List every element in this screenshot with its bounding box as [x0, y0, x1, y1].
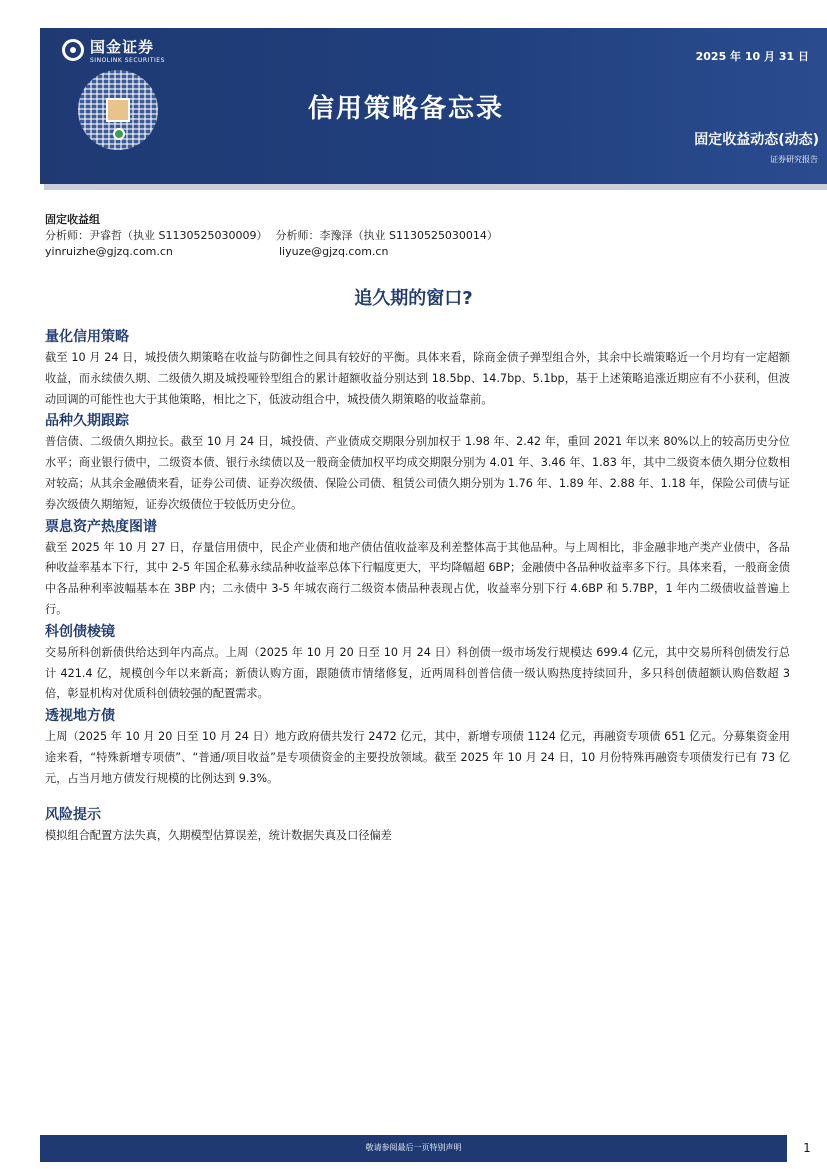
email-row [45, 244, 498, 260]
header-shadow [44, 184, 827, 190]
page-footer [40, 1135, 787, 1162]
analyst-2: 分析师：李豫泽（执业 S1130525030014） [275, 229, 498, 242]
section-body: 交易所科创新债供给达到年内高点。上周（2025 年 10 月 20 日至 10 月 24 日）科创债一级市场发行规模达 699.4 亿元，其中交易所科创债发行总计 421.4 亿，规模创今年以来新高；新债认购方面，跟随债市情绪修复，近两周科创普信债一级认购热度持续回升，多只科创债超额认购倍数超 3 倍，彰显机构对优质科创债较强的配置需求。 [45, 645, 790, 701]
report-title: 信用策略备忘录 [308, 94, 505, 124]
section-title: 量化信用策略 [45, 329, 129, 345]
section-title: 票息资产热度图谱 [45, 518, 157, 535]
section-duration-tracking [45, 410, 790, 515]
section-tech-bonds [45, 621, 790, 705]
section-title: 品种久期跟踪 [45, 413, 129, 430]
report-subcategory: 证券研究报告 [770, 155, 818, 164]
section-title: 透视地方债 [45, 708, 115, 725]
analyst-1-email[interactable]: yinruizhe@gjzq.com.cn [45, 245, 173, 258]
section-title: 科创债棱镜 [45, 623, 115, 640]
section-body: 截至 10 月 24 日，城投债久期策略在收益与防御性之间具有较好的平衡。具体来看，除商金债子弹型组合外，其余中长端策略近一个月均有一定超额收益，而永续债久期、二级债久期及城投哑铃型组合的累计超额收益分别达到 18.5bp、14.7bp、5.1bp，基于上述策略追涨近期应有不小获利，但波动回调的可能性也大于其他策略，相比之下，低波动组合中，城投债久期策略的收益靠前。 [45, 351, 790, 406]
section-risk [45, 804, 790, 847]
analyst-2-email[interactable]: liyuze@gjzq.com.cn [279, 245, 389, 258]
section-body: 普信债、二级债久期拉长。截至 10 月 24 日，城投债、产业债成交期限分别加权于 1.98 年、2.42 年，重回 2021 年以来 80%以上的较高历史分位水平；商业银行债中，二级资本债、银行永续债以及一般商金债加权平均成交期限分别为 4.01 年、3.46 年、1.83 年，其中二级资本债久期分位数相对较高；从其余金融债来看，证券公司债、证券次级债、保险公司债、租赁公司债久期分别为 1.76 年、1.89 年、2.88 年、1.18 年，保险公司债与证券次级债久期缩短，证券次级债位于较低历史分位。 [45, 435, 790, 511]
risk-body: 模拟组合配置方法失真，久期模型估算误差，统计数据失真及口径偏差 [45, 828, 392, 842]
section-body: 截至 2025 年 10 月 27 日，存量信用债中，民企产业债和地产债估值收益率及利差整体高于其他品种。与上周相比，非金融非地产类产业债中，各品种收益率基本下行，其中 2-5 年国企私募永续品种收益率总体下行幅度更大，平均降幅超 6BP；金融债中各品种收益率多下行。具体来看，一般商金债中各品种利率波幅基本在 3BP 内；二永债中 3-5 年城农商行二级资本债品种表现占优，收益率分别下行 4.6BP 和 5.7BP，1 年内二级债收益普遍上行。 [45, 540, 790, 616]
report-date: 2025 年 10 月 31 日 [695, 50, 809, 63]
report-headline: 追久期的窗口? [354, 288, 473, 309]
page-number: 1 [803, 1141, 811, 1155]
disclaimer-notice: 敬请参阅最后一页特别声明 [365, 1143, 462, 1152]
logo-en: SINOLINK SECURITIES [90, 57, 165, 64]
section-quant-credit [45, 326, 790, 410]
spacer [45, 790, 790, 804]
analyst-1: 分析师：尹睿哲（执业 S1130525030009） [45, 229, 268, 242]
team-name: 固定收益组 [45, 213, 100, 226]
report-content [45, 326, 790, 846]
risk-title: 风险提示 [45, 806, 101, 823]
wechat-icon [113, 128, 125, 140]
company-logo [62, 36, 165, 64]
logo-mark-icon [62, 39, 84, 61]
section-local-bonds [45, 705, 790, 789]
qr-center-mark [106, 98, 130, 122]
analyst-row [45, 228, 498, 244]
report-header [40, 28, 827, 184]
qr-code-icon [78, 70, 158, 150]
section-coupon-heatmap [45, 516, 790, 621]
logo-cn: 国金证券 [90, 38, 155, 56]
report-category: 固定收益动态(动态) [694, 132, 819, 148]
analyst-info [45, 212, 498, 260]
section-body: 上周（2025 年 10 月 20 日至 10 月 24 日）地方政府债共发行 2472 亿元，其中，新增专项债 1124 亿元，再融资专项债 651 亿元。分募集资金用途来看，“特殊新增专项债”、“普通/项目收益”是专项债资金的主要投放领域。截至 2025 年 10 月 24 日，10 月份特殊再融资专项债发行已有 73 亿元，占当月地方债发行规模的比例达到 9.3%。 [45, 730, 790, 785]
